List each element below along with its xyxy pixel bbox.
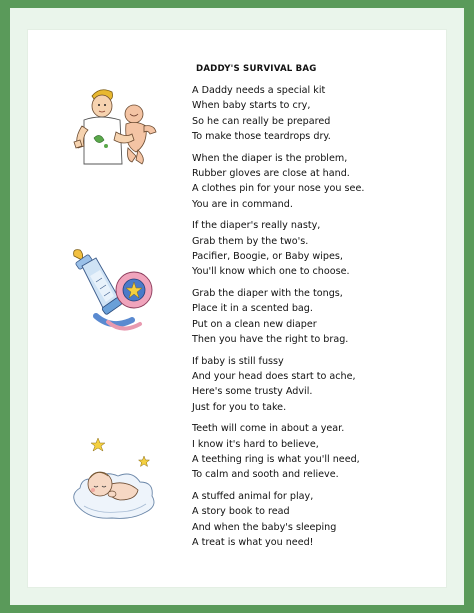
poem-line: To calm and sooth and relieve. [192, 469, 339, 481]
poem-line: Grab them by the two's. [192, 235, 309, 247]
baby-sleeping-on-cloud-illustration [68, 434, 160, 526]
poem-title: DADDY'S SURVIVAL BAG [196, 64, 317, 74]
poem-line: Put on a clean new diaper [192, 318, 317, 330]
poem-line: To make those teardrops dry. [192, 131, 331, 143]
daddy-holding-baby-illustration [70, 86, 162, 172]
poem-line: Just for you to take. [192, 401, 287, 413]
stanza-6 [192, 421, 432, 483]
stanza-5 [192, 354, 432, 416]
stanza-3 [192, 218, 432, 280]
poem-line: A stuffed animal for play, [192, 490, 314, 502]
poem-line: A Daddy needs a special kit [192, 85, 326, 96]
stanza-1 [192, 83, 432, 145]
poem-line: When the diaper is the problem, [192, 152, 348, 164]
poem-line: A clothes pin for your nose you see. [192, 183, 365, 195]
poem-line: Rubber gloves are close at hand. [192, 168, 350, 180]
poem-line: And when the baby's sleeping [192, 521, 337, 533]
poem-line: So he can really be prepared [192, 115, 331, 127]
poem-line: If baby is still fussy [192, 355, 284, 367]
poem-line: A story book to read [192, 506, 290, 518]
poem-line: Pacifier, Boogie, or Baby wipes, [192, 251, 343, 263]
poem-line: I know it's hard to believe, [192, 438, 319, 450]
poem-line: Here's some trusty Advil. [192, 386, 313, 398]
poem-line: Grab the diaper with the tongs, [192, 287, 343, 299]
stanza-4 [192, 286, 432, 348]
poem-line: A teething ring is what you'll need, [192, 453, 360, 465]
poem-line: A treat is what you need! [192, 536, 314, 548]
poem [192, 64, 432, 556]
poem-line: If the diaper's really nasty, [192, 220, 321, 232]
poem-line: Then you have the right to brag. [192, 334, 349, 346]
poem-line: Place it in a scented bag. [192, 303, 313, 315]
poem-line: Teeth will come in about a year. [192, 423, 345, 435]
poem-line: When baby starts to cry, [192, 100, 311, 112]
baby-bottle-and-rattle-illustration [68, 246, 160, 336]
poem-line: You'll know which one to choose. [192, 266, 350, 278]
stanza-2 [192, 151, 432, 213]
stanza-7 [192, 489, 432, 551]
poem-line: And your head does start to ache, [192, 370, 356, 382]
poem-line: You are in command. [192, 198, 293, 210]
